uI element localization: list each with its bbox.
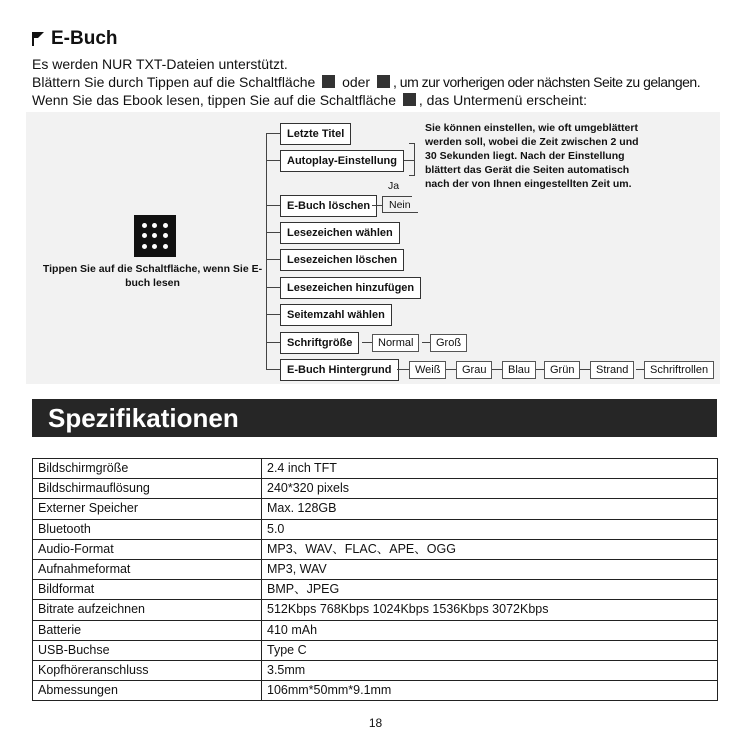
bg-option-strand: Strand (590, 361, 634, 379)
menu-item-lesezeichen-waehlen: Lesezeichen wählen (280, 222, 400, 244)
ebook-heading (32, 28, 118, 50)
flag-icon (32, 32, 44, 46)
table-row: Bildschirmauflösung 240*320 pixels (33, 479, 718, 499)
intro-line-2-text-b: , um zur vorherigen oder nächsten Seite zu gelangen. (393, 74, 701, 90)
table-row: Bluetooth 5.0 (33, 519, 718, 539)
autoplay-note: Sie können einstellen, wie oft umgeblättert werden soll, wobei die Zeit zwischen 2 und 30 Sekunden liegt. Nach der Einstellung blättert das Gerät die Seiten automatisch nach der von Ihnen eingestellten Zeit um. (425, 122, 639, 190)
bg-option-blau: Blau (502, 361, 536, 379)
specs-table (32, 458, 718, 701)
menu-item-lesezeichen-loeschen: Lesezeichen löschen (280, 249, 404, 271)
intro-line-3-text-a: Wenn Sie das Ebook lesen, tippen Sie auf die Schaltfläche (32, 92, 396, 108)
intro-line-3-text-b: , das Untermenü erscheint: (418, 92, 587, 108)
bg-option-gruen: Grün (544, 361, 580, 379)
table-row: Bildformat BMP、JPEG (33, 580, 718, 600)
table-row: Audio-Format MP3、WAV、FLAC、APE、OGG (33, 539, 718, 559)
menu-dots-icon (134, 215, 176, 257)
bg-option-schriftrollen: Schriftrollen (644, 361, 714, 379)
menu-item-seitenzahl: Seitemzahl wählen (280, 304, 392, 326)
intro-line-2 (32, 73, 700, 91)
table-row: Bitrate aufzeichnen 512Kbps 768Kbps 1024Kbps 1536Kbps 3072Kbps (33, 600, 718, 620)
font-option-normal: Normal (372, 334, 419, 352)
menu-item-schriftgroesse: Schriftgröße (280, 332, 359, 354)
specs-heading: Spezifikationen (32, 399, 717, 437)
menu-item-lesezeichen-hinzufuegen: Lesezeichen hinzufügen (280, 277, 421, 299)
table-row: Kopfhöreranschluss 3.5mm (33, 660, 718, 680)
ebook-title: E-Buch (51, 28, 118, 49)
menu-item-ebuch-hintergrund: E-Buch Hintergrund (280, 359, 399, 381)
menu-grid-icon (403, 93, 416, 106)
intro-line-3 (32, 91, 587, 109)
font-option-gross: Groß (430, 334, 467, 352)
intro-line-2-or: oder (342, 74, 371, 90)
table-row: Externer Speicher Max. 128GB (33, 499, 718, 519)
page-number: 18 (368, 716, 383, 730)
tap-instruction: Tippen Sie auf die Schaltfläche, wenn Sie E-buch lesen (42, 263, 263, 289)
next-page-icon (377, 75, 390, 88)
menu-item-autoplay: Autoplay-Einstellung (280, 150, 404, 172)
bg-option-weiss: Weiß (409, 361, 446, 379)
intro-line-2-text-a: Blättern Sie durch Tippen auf die Schaltfläche (32, 74, 316, 90)
intro-line-1: Es werden NUR TXT-Dateien unterstützt. (32, 56, 288, 72)
table-row: Abmessungen 106mm*50mm*9.1mm (33, 681, 718, 701)
tree-trunk-line (266, 133, 267, 370)
table-row: Bildschirmgröße 2.4 inch TFT (33, 459, 718, 479)
table-row: Batterie 410 mAh (33, 620, 718, 640)
table-row: USB-Buchse Type C (33, 640, 718, 660)
delete-option-no: Nein (389, 199, 411, 211)
table-row: Aufnahmeformat MP3, WAV (33, 559, 718, 579)
menu-item-ebuch-loeschen: E-Buch löschen (280, 195, 377, 217)
delete-option-yes: Ja (388, 180, 400, 192)
previous-page-icon (322, 75, 335, 88)
bg-option-grau: Grau (456, 361, 492, 379)
menu-item-letzte-titel: Letzte Titel (280, 123, 351, 145)
